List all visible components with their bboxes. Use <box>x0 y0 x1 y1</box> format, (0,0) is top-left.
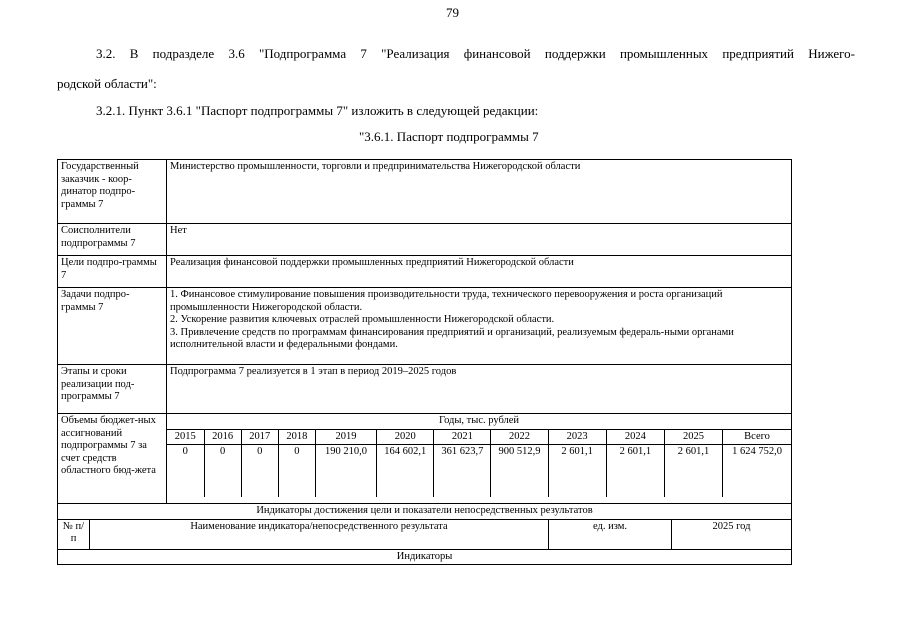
indicators-col-name: Наименование индикатора/непосредственного результата <box>90 519 549 549</box>
passport-row-tasks <box>58 288 792 365</box>
budget-value: 900 512,9 <box>491 445 548 497</box>
customer-label: Государственный заказчик - коор-динатор подпро-граммы 7 <box>58 160 167 224</box>
budget-label: Объемы бюджет-ных ассигнований подпрограммы 7 за счет средств областного бюд-жета <box>58 414 167 504</box>
budget-year: 2023 <box>548 429 606 445</box>
budget-value-total: 1 624 752,0 <box>723 445 791 497</box>
passport-row-goals <box>58 256 792 288</box>
indicators-header-row <box>58 519 792 549</box>
task-item: 2. Ускорение развития ключевых отраслей промышленности Нижегородской области. <box>170 314 555 325</box>
budget-year: 2015 <box>167 429 204 445</box>
budget-year-total: Всего <box>723 429 791 445</box>
passport-row-budget <box>58 414 792 504</box>
budget-value: 2 601,1 <box>606 445 664 497</box>
budget-year: 2024 <box>606 429 664 445</box>
customer-value: Министерство промышленности, торговли и предпринимательства Нижегородской области <box>167 160 792 224</box>
budget-header-row <box>167 414 791 429</box>
budget-year: 2025 <box>664 429 722 445</box>
intro-paragraph-line1-continuation: родской области": <box>57 76 157 91</box>
goals-value: Реализация финансовой поддержки промышленных предприятий Нижегородской области <box>167 256 792 288</box>
indicators-col-number: № п/п <box>58 519 90 549</box>
section-heading: "3.6.1. Паспорт подпрограммы 7 <box>359 129 539 144</box>
passport-row-stages <box>58 365 792 414</box>
budget-values-row <box>167 445 791 497</box>
budget-year: 2022 <box>491 429 548 445</box>
budget-years-row <box>167 429 791 445</box>
indicators-col-unit: ед. изм. <box>549 519 672 549</box>
budget-table <box>167 414 791 497</box>
coexecutors-value: Нет <box>167 224 792 256</box>
stages-value: Подпрограмма 7 реализуется в 1 этап в период 2019–2025 годов <box>167 365 792 414</box>
coexecutors-label: Соисполнители подпрограммы 7 <box>58 224 167 256</box>
indicators-section-row <box>58 549 792 565</box>
budget-year: 2021 <box>434 429 491 445</box>
budget-header: Годы, тыс. рублей <box>167 414 791 429</box>
passport-row-customer <box>58 160 792 224</box>
budget-value: 0 <box>278 445 315 497</box>
indicators-section-label: Индикаторы <box>58 549 792 565</box>
indicators-title: Индикаторы достижения цели и показатели непосредственных результатов <box>58 504 792 520</box>
intro-paragraph-line2: 3.2.1. Пункт 3.6.1 "Паспорт подпрограммы 7" изложить в следующей редакции: <box>96 103 539 118</box>
budget-value: 2 601,1 <box>548 445 606 497</box>
stages-label: Этапы и сроки реализации под-программы 7 <box>58 365 167 414</box>
budget-value: 2 601,1 <box>664 445 722 497</box>
budget-value: 0 <box>204 445 241 497</box>
tasks-label: Задачи подпро-граммы 7 <box>58 288 167 365</box>
budget-value: 164 602,1 <box>377 445 434 497</box>
task-item: 1. Финансовое стимулирование повышения производительности труда, технического перевооружения и роста организаций промышленности Нижегородской области. <box>170 289 723 313</box>
budget-value: 0 <box>167 445 204 497</box>
budget-year: 2018 <box>278 429 315 445</box>
intro-paragraph-line1: 3.2. В подразделе 3.6 "Подпрограмма 7 "Реализация финансовой поддержки промышленных предприятий Нижего- <box>96 46 855 61</box>
budget-year: 2019 <box>315 429 376 445</box>
budget-year: 2020 <box>377 429 434 445</box>
budget-value: 190 210,0 <box>315 445 376 497</box>
tasks-value <box>167 288 792 365</box>
budget-value: 0 <box>241 445 278 497</box>
budget-year: 2016 <box>204 429 241 445</box>
page-number: 79 <box>446 5 459 20</box>
passport-table <box>57 159 792 565</box>
budget-value: 361 623,7 <box>434 445 491 497</box>
indicators-col-year: 2025 год <box>672 519 792 549</box>
budget-year: 2017 <box>241 429 278 445</box>
budget-cell <box>167 414 792 504</box>
task-item: 3. Привлечение средств по программам финансирования предприятий и организаций, реализуемым федераль-ными органами исполнительной власти и федеральными фондами. <box>170 326 734 350</box>
passport-row-coexecutors <box>58 224 792 256</box>
goals-label: Цели подпро-граммы 7 <box>58 256 167 288</box>
indicators-title-row <box>58 504 792 520</box>
